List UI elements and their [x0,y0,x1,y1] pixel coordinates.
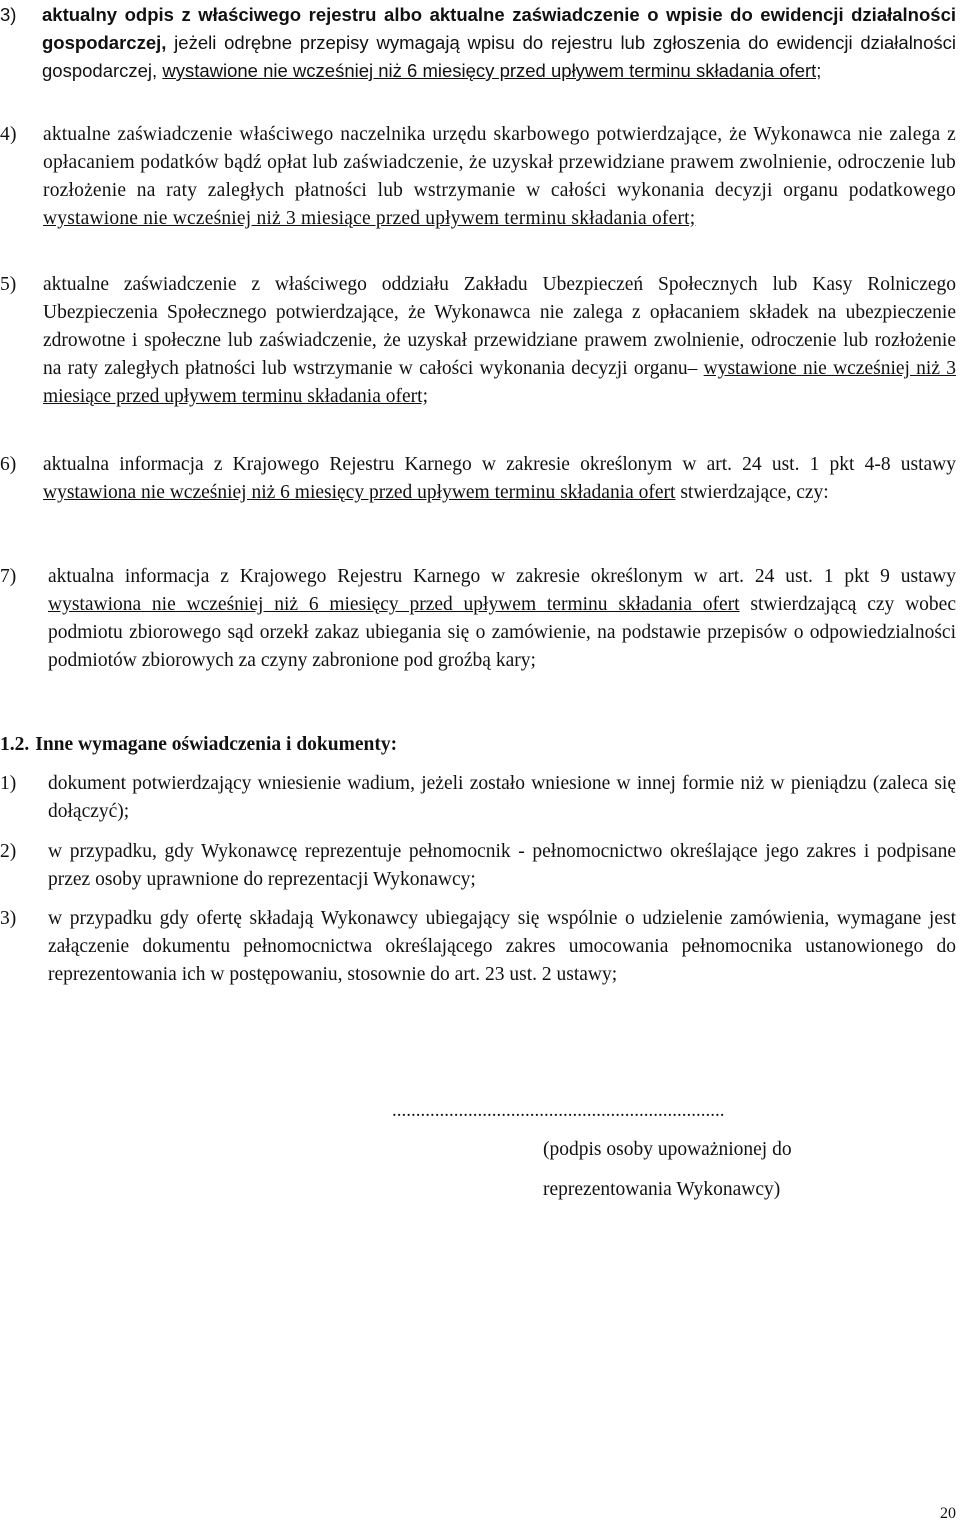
item-text-underlined: wystawione nie wcześniej niż 6 miesięcy przed upływem terminu składania ofert; [162,60,822,81]
item-text [43,271,956,411]
section-title: Inne wymagane oświadczenia i dokumenty: [35,734,398,755]
item-text-plain: stwierdzającą czy wobec podmiotu zbiorowego sąd orzekł zakaz ubiegania się o zamówienie, na podstawie przepisów o odpowiedzialności podmiotów zbiorowych za czyny zabronione pod groźbą kary; [48,594,956,671]
item-text-plain: aktualne zaświadczenie właściwego naczelnika urzędu skarbowego potwierdzające, że Wykonawca nie zalega z opłacaniem podatków bądź opłat lub zaświadczenie, że uzyskał przewidziane prawem zwolnienie, odroczenie lub rozłożenie na raty zaległych płatności lub wstrzymanie w całości wykonania decyzji organu podatkowego [43,124,956,201]
item-text-plain: w przypadku gdy ofertę składają Wykonawcy ubiegający się wspólnie o udzielenie zamówienia, wymagane jest załączenie dokumentu pełnomocnictwa określającego zakres umocowania pełnomocnika ustanowionego do reprezentowania ich w postępowaniu, stosownie do art. 23 ust. 2 ustawy; [48,908,956,985]
item-text-bold: aktualny odpis z właściwego rejestru albo aktualne zaświadczenie o wpisie do ewidencji działalności gospodarczej, [42,4,956,53]
item-number: 3) [0,4,17,25]
item-number: 3) [0,908,17,929]
signature-caption-line2: reprezentowania Wykonawcy) [543,1179,781,1200]
list-item-5 [0,271,956,411]
item-number: 7) [0,566,17,587]
item-text [48,838,956,894]
item-text-plain: jeżeli odrębne przepisy wymagają wpisu do rejestru lub zgłoszenia do ewidencji działalności gospodarczej, [42,32,956,81]
section-list-item-1 [0,770,956,826]
item-text-plain: w przypadku, gdy Wykonawcę reprezentuje pełnomocnik - pełnomocnictwo określające jego zakres i podpisane przez osoby uprawnione do reprezentacji Wykonawcy; [48,841,956,890]
item-text [48,770,956,826]
item-number: 6) [0,454,17,475]
section-number: 1.2. [0,734,30,755]
item-text-plain: stwierdzające, czy: [675,482,829,503]
list-item-6 [0,451,956,507]
signature-dotted-line: ...................................................................... [392,1100,725,1121]
section-list-item-2 [0,838,956,894]
item-text-plain: dokument potwierdzający wniesienie wadium, jeżeli zostało wniesione w innej formie niż w pieniądzu (zaleca się dołączyć); [48,773,956,822]
list-item-3 [0,1,956,85]
item-text-plain: aktualna informacja z Krajowego Rejestru Karnego w zakresie określonym w art. 24 ust. 1 pkt 9 ustawy [48,566,956,587]
item-text-plain: aktualna informacja z Krajowego Rejestru Karnego w zakresie określonym w art. 24 ust. 1 pkt 4-8 ustawy [43,454,956,475]
item-text-underlined: wystawiona nie wcześniej niż 6 miesięcy przed upływem terminu składania ofert [48,594,740,615]
item-number: 5) [0,274,17,295]
item-text-underlined: wystawiona nie wcześniej niż 6 miesięcy przed upływem terminu składania ofert [43,482,676,503]
item-text [43,121,956,233]
list-item-7 [0,563,956,675]
item-number: 4) [0,124,17,145]
section-list-item-3 [0,905,956,989]
page-number: 20 [940,1505,956,1522]
item-text-underlined: wystawione nie wcześniej niż 3 miesiące przed upływem terminu składania ofert; [43,208,696,229]
item-text [48,905,956,989]
item-text-underlined: wystawione nie wcześniej niż 3 miesiące przed upływem terminu składania ofert; [43,358,956,407]
list-item-4 [0,121,956,233]
item-text [48,563,956,675]
item-number: 2) [0,841,17,862]
item-text-plain: aktualne zaświadczenie z właściwego oddziału Zakładu Ubezpieczeń Społecznych lub Kasy Rolniczego Ubezpieczenia Społecznego potwierdzające, że Wykonawca nie zalega z opłacaniem składek na ubezpieczenie zdrowotne i społeczne lub zaświadczenie, że uzyskał przewidziane prawem zwolnienie, odroczenie lub rozłożenie na raty zaległych płatności lub wstrzymanie w całości wykonania decyzji organu– [43,274,956,379]
item-text [43,451,956,507]
signature-caption-line1: (podpis osoby upoważnionej do [543,1139,792,1160]
item-number: 1) [0,773,17,794]
item-text [42,1,956,85]
section-heading [0,731,397,759]
